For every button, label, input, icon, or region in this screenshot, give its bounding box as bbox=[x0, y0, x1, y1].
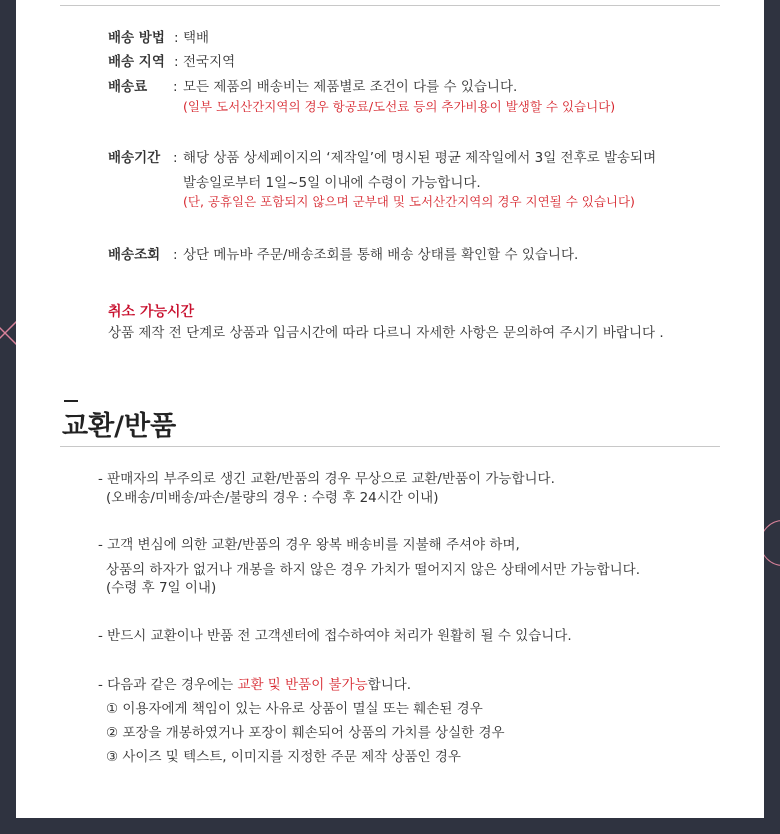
returns-case-2: ② 포장을 개봉하였거나 포장이 훼손되어 상품의 가치를 상실한 경우 bbox=[106, 725, 505, 741]
top-divider bbox=[60, 5, 720, 6]
cancel-text: 상품 제작 전 단계로 상품과 입금시간에 따라 다르니 자세한 사항은 문의하여 주시기 바랍니다 . bbox=[108, 325, 664, 341]
returns-item4-suffix: 합니다. bbox=[367, 677, 412, 693]
returns-item2-line2: 상품의 하자가 없거나 개봉을 하지 않은 경우 가치가 떨어지지 않은 상태에서만 가능합니다. bbox=[106, 562, 641, 578]
colon: : bbox=[174, 30, 179, 46]
title-dash bbox=[64, 400, 78, 402]
content-panel bbox=[16, 0, 764, 818]
shipping-fee-label: 배송료 bbox=[108, 79, 148, 95]
returns-case-3: ③ 사이즈 및 텍스트, 이미지를 지정한 주문 제작 상품인 경우 bbox=[106, 749, 461, 765]
shipping-method-value: 택배 bbox=[183, 30, 210, 46]
shipping-fee-note: (일부 도서산간지역의 경우 항공료/도선료 등의 추가비용이 발생할 수 있습니다) bbox=[183, 99, 616, 114]
returns-item4-highlight: 교환 및 반품이 불가능 bbox=[237, 677, 368, 693]
returns-section-title: 교환/반품 bbox=[62, 411, 177, 442]
returns-item1: - 판매자의 부주의로 생긴 교환/반품의 경우 무상으로 교환/반품이 가능합니다. bbox=[98, 471, 555, 487]
shipping-lookup-value: 상단 메뉴바 주문/배송조회를 통해 배송 상태를 확인할 수 있습니다. bbox=[183, 247, 579, 263]
shipping-method-label: 배송 방법 bbox=[108, 30, 165, 46]
shipping-period-label: 배송기간 bbox=[108, 150, 161, 166]
shipping-region-label: 배송 지역 bbox=[108, 54, 165, 70]
returns-item1-note: (오배송/미배송/파손/불량의 경우 : 수령 후 24시간 이내) bbox=[106, 490, 439, 506]
shipping-region-value: 전국지역 bbox=[183, 54, 236, 70]
returns-item3: - 반드시 교환이나 반품 전 고객센터에 접수하여야 처리가 원활히 될 수 있습니다. bbox=[98, 628, 572, 644]
returns-case-1: ① 이용자에게 책임이 있는 사유로 상품이 멸실 또는 훼손된 경우 bbox=[106, 701, 483, 717]
colon: : bbox=[173, 247, 178, 263]
colon: : bbox=[174, 54, 179, 70]
returns-item2-line1: - 고객 변심에 의한 교환/반품의 경우 왕복 배송비를 지불해 주셔야 하며, bbox=[98, 537, 520, 553]
returns-item4 bbox=[98, 675, 411, 695]
shipping-fee-value: 모든 제품의 배송비는 제품별로 조건이 다를 수 있습니다. bbox=[183, 79, 518, 95]
returns-item2-note: (수령 후 7일 이내) bbox=[106, 580, 217, 596]
returns-item4-prefix: - 다음과 같은 경우에는 bbox=[98, 677, 238, 693]
colon: : bbox=[173, 150, 178, 166]
shipping-period-line1: 해당 상품 상세페이지의 ‘제작일’에 명시된 평균 제작일에서 3일 전후로 발송되며 bbox=[183, 150, 657, 166]
shipping-lookup-label: 배송조회 bbox=[108, 247, 161, 263]
colon: : bbox=[173, 79, 178, 95]
cancel-title: 취소 가능시간 bbox=[108, 304, 195, 320]
section-divider bbox=[60, 446, 720, 447]
shipping-period-line2: 발송일로부터 1일~5일 이내에 수령이 가능합니다. bbox=[183, 175, 481, 191]
shipping-period-note: (단, 공휴일은 포함되지 않으며 군부대 및 도서산간지역의 경우 지연될 수 있습니다) bbox=[183, 194, 635, 209]
